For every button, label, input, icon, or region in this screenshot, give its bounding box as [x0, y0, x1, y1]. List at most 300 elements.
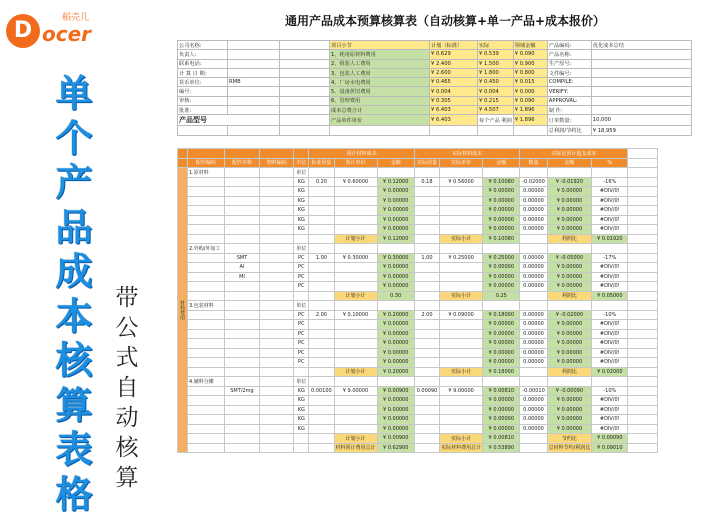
cell[interactable]: [309, 244, 334, 254]
cell[interactable]: ¥ 0.00000: [483, 282, 520, 292]
cell[interactable]: [628, 348, 658, 358]
cell[interactable]: [414, 206, 439, 216]
cell[interactable]: [334, 301, 377, 311]
cell[interactable]: KG: [294, 424, 309, 434]
cell[interactable]: [188, 149, 225, 159]
cell[interactable]: [188, 348, 225, 358]
cell[interactable]: KG: [294, 225, 309, 235]
cell[interactable]: ¥ 0.00000: [377, 187, 414, 197]
cell[interactable]: [188, 424, 225, 434]
cell[interactable]: [224, 215, 259, 225]
cell[interactable]: [513, 126, 547, 135]
cell[interactable]: ¥ 2.400: [430, 59, 478, 68]
cell[interactable]: 利润比: [547, 234, 592, 244]
cell[interactable]: ¥ 0.00000: [547, 282, 592, 292]
cell[interactable]: VERIFY:: [547, 87, 591, 96]
cell[interactable]: 2.外购/外加工: [188, 244, 225, 254]
cell[interactable]: ¥ 0.30000: [334, 253, 377, 263]
cell[interactable]: #DIV/0!: [592, 415, 628, 425]
cell[interactable]: ¥ 0.25000: [440, 253, 483, 263]
cell[interactable]: 计划小计: [334, 234, 377, 244]
cell[interactable]: ¥ 0.629: [430, 50, 478, 59]
cell[interactable]: [414, 301, 439, 311]
cell[interactable]: ¥ 0.004: [430, 87, 478, 96]
cell[interactable]: [628, 196, 658, 206]
cell[interactable]: [483, 244, 520, 254]
cell[interactable]: [414, 377, 439, 387]
cell[interactable]: 配件编码: [188, 158, 225, 168]
cell[interactable]: [309, 301, 334, 311]
cell[interactable]: 负责人:: [178, 50, 228, 59]
cell[interactable]: 产品型号: [178, 115, 280, 126]
cell[interactable]: [260, 291, 294, 301]
cell[interactable]: [309, 443, 334, 453]
cell[interactable]: ¥ 0.00000: [547, 358, 592, 368]
cell[interactable]: [280, 68, 330, 77]
cell[interactable]: [440, 282, 483, 292]
cell[interactable]: #DIV/0!: [592, 348, 628, 358]
cell[interactable]: [414, 196, 439, 206]
cell[interactable]: 标准用量: [309, 158, 334, 168]
cell[interactable]: [547, 168, 592, 178]
cell[interactable]: [334, 244, 377, 254]
cell[interactable]: [591, 96, 691, 105]
cell[interactable]: [440, 405, 483, 415]
cell[interactable]: [260, 367, 294, 377]
cell[interactable]: 1.00: [414, 253, 439, 263]
cell[interactable]: ¥ 0.450: [478, 78, 514, 87]
cell[interactable]: [377, 244, 414, 254]
cell[interactable]: [224, 291, 259, 301]
cell[interactable]: [414, 348, 439, 358]
cell[interactable]: [188, 282, 225, 292]
cell[interactable]: [309, 196, 334, 206]
cell[interactable]: [224, 234, 259, 244]
cell[interactable]: [440, 424, 483, 434]
cell[interactable]: 实际小计: [440, 367, 483, 377]
cell[interactable]: [334, 187, 377, 197]
cell[interactable]: [260, 253, 294, 263]
cell[interactable]: [334, 206, 377, 216]
cell[interactable]: [309, 291, 334, 301]
cell[interactable]: 0.00000: [520, 396, 547, 406]
cell[interactable]: [414, 187, 439, 197]
cell[interactable]: [224, 405, 259, 415]
cell[interactable]: [628, 168, 658, 178]
cell[interactable]: [591, 78, 691, 87]
cell[interactable]: [414, 244, 439, 254]
cell[interactable]: [178, 126, 228, 135]
cell[interactable]: 4、厂房水电费用: [330, 78, 430, 87]
cell[interactable]: [628, 187, 658, 197]
cell[interactable]: [520, 377, 547, 387]
cell[interactable]: -0.00010: [520, 386, 547, 396]
cell[interactable]: [628, 234, 658, 244]
cell[interactable]: [440, 348, 483, 358]
cell[interactable]: 0.20: [309, 177, 334, 187]
cell[interactable]: ¥ 0.02000: [592, 367, 628, 377]
cell[interactable]: [628, 291, 658, 301]
cell[interactable]: [294, 367, 309, 377]
cell[interactable]: [309, 405, 334, 415]
cell[interactable]: 公司名称:: [178, 41, 228, 50]
cell[interactable]: [224, 329, 259, 339]
cell[interactable]: [628, 320, 658, 330]
cell[interactable]: SMT: [224, 253, 259, 263]
cell[interactable]: [628, 272, 658, 282]
cell[interactable]: [228, 106, 280, 115]
cell[interactable]: [628, 434, 658, 444]
cell[interactable]: PC: [294, 320, 309, 330]
cell[interactable]: #DIV/0!: [592, 215, 628, 225]
cell[interactable]: [440, 358, 483, 368]
cell[interactable]: [628, 443, 658, 453]
cell[interactable]: [414, 358, 439, 368]
cell[interactable]: 0.00000: [520, 310, 547, 320]
cell[interactable]: [334, 263, 377, 273]
cell[interactable]: KG: [294, 405, 309, 415]
cell[interactable]: ¥ 0.20000: [377, 367, 414, 377]
cell[interactable]: ¥ 0.00000: [483, 424, 520, 434]
cell[interactable]: 实际小计: [440, 434, 483, 444]
cell[interactable]: [260, 396, 294, 406]
cell[interactable]: 利润比: [547, 291, 592, 301]
cell[interactable]: 0.00100: [309, 386, 334, 396]
cell[interactable]: #DIV/0!: [592, 282, 628, 292]
cell[interactable]: 单位: [294, 244, 309, 254]
cell[interactable]: 计划小计: [334, 291, 377, 301]
cell[interactable]: 单位: [294, 158, 309, 168]
cell[interactable]: #DIV/0!: [592, 187, 628, 197]
cell[interactable]: [260, 244, 294, 254]
cell[interactable]: ¥ 9.00000: [440, 386, 483, 396]
cell[interactable]: 实际材料费用总计: [440, 443, 483, 453]
cell[interactable]: [224, 244, 259, 254]
cell[interactable]: [628, 206, 658, 216]
cell[interactable]: ¥ 0.090: [513, 96, 547, 105]
cell[interactable]: COMPILE:: [547, 78, 591, 87]
cell[interactable]: PC: [294, 329, 309, 339]
cell[interactable]: [260, 434, 294, 444]
cell[interactable]: [260, 187, 294, 197]
cell[interactable]: [294, 149, 309, 159]
cell[interactable]: [414, 234, 439, 244]
cell[interactable]: [520, 434, 547, 444]
cell[interactable]: 预计单价: [334, 158, 377, 168]
cell[interactable]: [260, 282, 294, 292]
cell[interactable]: [260, 149, 294, 159]
cell[interactable]: 文件编号:: [547, 68, 591, 77]
cell[interactable]: [334, 215, 377, 225]
cell[interactable]: ¥ 0.00000: [377, 215, 414, 225]
cell[interactable]: 材料预计费用总计: [334, 443, 377, 453]
cell[interactable]: ¥ 0.30000: [377, 253, 414, 263]
cell[interactable]: [260, 329, 294, 339]
cell[interactable]: 批准:: [178, 106, 228, 115]
cell[interactable]: [440, 272, 483, 282]
cell[interactable]: 产品编码:: [547, 41, 591, 50]
cell[interactable]: [309, 377, 334, 387]
cell[interactable]: [228, 126, 280, 135]
cell[interactable]: 金额: [547, 158, 592, 168]
cell[interactable]: ¥ 0.05000: [592, 291, 628, 301]
cell[interactable]: ¥ 0.00000: [483, 225, 520, 235]
cell[interactable]: [334, 272, 377, 282]
cell[interactable]: [334, 196, 377, 206]
cell[interactable]: ¥ -0.05000: [547, 253, 592, 263]
cell[interactable]: [628, 339, 658, 349]
cell[interactable]: PC: [294, 272, 309, 282]
cell[interactable]: ¥ 0.00000: [377, 225, 414, 235]
cell[interactable]: [628, 158, 658, 168]
cell[interactable]: [228, 59, 280, 68]
cell[interactable]: 配件名称: [224, 158, 259, 168]
cell[interactable]: 0.00000: [520, 415, 547, 425]
cell[interactable]: ¥ 0.465: [430, 78, 478, 87]
cell[interactable]: ¥ 0.01920: [592, 234, 628, 244]
cell[interactable]: 0.00000: [520, 348, 547, 358]
cell[interactable]: [592, 244, 628, 254]
cell[interactable]: [334, 377, 377, 387]
cell[interactable]: 3、包装人工费用: [330, 68, 430, 77]
cell[interactable]: ¥ 0.00000: [377, 263, 414, 273]
cell[interactable]: ¥ 0.00000: [547, 339, 592, 349]
cell[interactable]: ¥ 0.00000: [483, 358, 520, 368]
cell[interactable]: #DIV/0!: [592, 225, 628, 235]
cell[interactable]: [309, 358, 334, 368]
cell[interactable]: PC: [294, 310, 309, 320]
cell[interactable]: ¥ 0.004: [478, 87, 514, 96]
cell[interactable]: [224, 434, 259, 444]
cell[interactable]: [309, 215, 334, 225]
cell[interactable]: 利润比: [547, 367, 592, 377]
cell[interactable]: ¥ -0.02000: [547, 310, 592, 320]
cell[interactable]: [224, 415, 259, 425]
cell[interactable]: [309, 225, 334, 235]
cell[interactable]: [591, 106, 691, 115]
cell[interactable]: KG: [294, 215, 309, 225]
cell[interactable]: [334, 339, 377, 349]
cell[interactable]: ¥ 0.20000: [377, 310, 414, 320]
cell[interactable]: [260, 320, 294, 330]
cell[interactable]: [334, 348, 377, 358]
cell[interactable]: [309, 339, 334, 349]
cell[interactable]: ¥ 0.00000: [547, 405, 592, 415]
cell[interactable]: [591, 87, 691, 96]
cell[interactable]: 实际: [478, 41, 514, 50]
cell[interactable]: #DIV/0!: [592, 329, 628, 339]
cell[interactable]: [224, 348, 259, 358]
cell[interactable]: 1.00: [309, 253, 334, 263]
cell[interactable]: [440, 206, 483, 216]
cell[interactable]: 节约比: [547, 434, 592, 444]
cell[interactable]: 0.00000: [520, 187, 547, 197]
cell[interactable]: [224, 282, 259, 292]
cell[interactable]: [260, 234, 294, 244]
cell[interactable]: ¥ 1.896: [513, 106, 547, 115]
cell[interactable]: [377, 168, 414, 178]
cell[interactable]: [628, 282, 658, 292]
cell[interactable]: [188, 415, 225, 425]
cell[interactable]: [330, 126, 430, 135]
cell[interactable]: [414, 225, 439, 235]
cell[interactable]: [440, 196, 483, 206]
cell[interactable]: ¥ 0.900: [513, 59, 547, 68]
cell[interactable]: [260, 339, 294, 349]
cell[interactable]: [280, 106, 330, 115]
cell[interactable]: ¥ 0.015: [513, 78, 547, 87]
cell[interactable]: [260, 177, 294, 187]
cell[interactable]: [228, 96, 280, 105]
cell[interactable]: [591, 59, 691, 68]
cell[interactable]: MI: [224, 272, 259, 282]
cell[interactable]: [294, 443, 309, 453]
cell[interactable]: 2、组装人工费用: [330, 59, 430, 68]
cell[interactable]: ¥ 0.00000: [377, 405, 414, 415]
cell[interactable]: [224, 168, 259, 178]
cell[interactable]: 计划（标准）: [430, 41, 478, 50]
cell[interactable]: [591, 68, 691, 77]
cell[interactable]: 金额: [377, 158, 414, 168]
cell[interactable]: [483, 377, 520, 387]
cell[interactable]: [414, 434, 439, 444]
cell[interactable]: 订单数量:: [547, 115, 591, 126]
cell[interactable]: 计划小计: [334, 434, 377, 444]
cell[interactable]: 0.00000: [520, 196, 547, 206]
cell[interactable]: 4.辅料分摊: [188, 377, 225, 387]
cell[interactable]: ¥ 0.25000: [483, 253, 520, 263]
cell[interactable]: [188, 215, 225, 225]
cell[interactable]: [414, 405, 439, 415]
cell[interactable]: [224, 367, 259, 377]
cell[interactable]: 金额: [483, 158, 520, 168]
cell[interactable]: [520, 234, 547, 244]
cell[interactable]: 3.包装材料: [188, 301, 225, 311]
cell[interactable]: ¥ 0.62900: [377, 443, 414, 453]
cell[interactable]: [309, 329, 334, 339]
cell[interactable]: [224, 206, 259, 216]
cell[interactable]: [309, 396, 334, 406]
cell[interactable]: [520, 244, 547, 254]
cell[interactable]: [188, 367, 225, 377]
cell[interactable]: ¥ 1.800: [478, 68, 514, 77]
cell[interactable]: [224, 396, 259, 406]
cell[interactable]: KG: [294, 196, 309, 206]
cell[interactable]: [334, 282, 377, 292]
cell[interactable]: 1.原材料: [188, 168, 225, 178]
cell[interactable]: 0.00000: [520, 282, 547, 292]
cell[interactable]: 0.00000: [520, 215, 547, 225]
cell[interactable]: KG: [294, 177, 309, 187]
cell[interactable]: KG: [294, 187, 309, 197]
cell[interactable]: [334, 329, 377, 339]
cell[interactable]: ¥ 0.00000: [547, 196, 592, 206]
cell[interactable]: ¥ 0.00000: [547, 225, 592, 235]
cell[interactable]: 产品名称:: [547, 50, 591, 59]
cell[interactable]: [628, 329, 658, 339]
cell[interactable]: [440, 396, 483, 406]
cell[interactable]: [224, 339, 259, 349]
cell[interactable]: 计 算 日 期：: [178, 68, 228, 77]
cell[interactable]: [377, 377, 414, 387]
cell[interactable]: 实际小计: [440, 291, 483, 301]
cell[interactable]: [440, 215, 483, 225]
cell[interactable]: #DIV/0!: [592, 358, 628, 368]
cell[interactable]: [414, 424, 439, 434]
cell[interactable]: ¥ 6.403: [430, 106, 478, 115]
cell[interactable]: [188, 253, 225, 263]
cell[interactable]: [414, 396, 439, 406]
cell[interactable]: [309, 282, 334, 292]
cell[interactable]: [628, 358, 658, 368]
cell[interactable]: [414, 215, 439, 225]
cell[interactable]: ¥ 0.00000: [483, 339, 520, 349]
cell[interactable]: [520, 168, 547, 178]
cell[interactable]: [260, 443, 294, 453]
cell[interactable]: [188, 329, 225, 339]
cell[interactable]: 0.25: [483, 291, 520, 301]
cell[interactable]: RMB: [228, 78, 280, 87]
cell[interactable]: 预计材料成本: [309, 149, 415, 159]
cell[interactable]: 项目小节: [330, 41, 430, 50]
cell[interactable]: ¥ 0.090: [513, 50, 547, 59]
cell[interactable]: 0.00000: [520, 253, 547, 263]
cell[interactable]: [591, 50, 691, 59]
cell[interactable]: [309, 234, 334, 244]
cell[interactable]: #DIV/0!: [592, 320, 628, 330]
cell[interactable]: [334, 396, 377, 406]
cell[interactable]: [280, 96, 330, 105]
cell[interactable]: [547, 377, 592, 387]
cell[interactable]: #DIV/0!: [592, 424, 628, 434]
cell[interactable]: ¥ 0.00000: [483, 187, 520, 197]
cell[interactable]: 6、管理费用: [330, 96, 430, 105]
cell[interactable]: ¥ 0.00000: [547, 206, 592, 216]
cell[interactable]: [188, 339, 225, 349]
cell[interactable]: ¥ 0.00900: [377, 386, 414, 396]
cell[interactable]: [224, 149, 259, 159]
cell[interactable]: ¥ 4.507: [478, 106, 514, 115]
cell[interactable]: [280, 87, 330, 96]
cell[interactable]: [228, 68, 280, 77]
cell[interactable]: ¥ 0.00000: [547, 415, 592, 425]
cell[interactable]: 单位: [294, 301, 309, 311]
cell[interactable]: [628, 377, 658, 387]
cell[interactable]: 0.00000: [520, 424, 547, 434]
cell[interactable]: ¥ 0.215: [478, 96, 514, 105]
cell[interactable]: #DIV/0!: [592, 339, 628, 349]
cell[interactable]: ¥ 6.403: [430, 115, 478, 126]
cell[interactable]: ¥ 0.00000: [483, 272, 520, 282]
cell[interactable]: ¥ 0.00000: [483, 206, 520, 216]
cell[interactable]: 2.00: [414, 310, 439, 320]
cell[interactable]: ¥ 0.00090: [592, 434, 628, 444]
cell[interactable]: [309, 320, 334, 330]
cell[interactable]: ¥ 0.00000: [377, 320, 414, 330]
cell[interactable]: %: [592, 158, 628, 168]
cell[interactable]: ¥ 0.00000: [377, 206, 414, 216]
cell[interactable]: 0.00090: [414, 386, 439, 396]
cell[interactable]: ¥ 0.00000: [377, 358, 414, 368]
cell[interactable]: [260, 377, 294, 387]
cell[interactable]: [280, 50, 330, 59]
cell[interactable]: PC: [294, 263, 309, 273]
cell[interactable]: [188, 263, 225, 273]
cell[interactable]: [414, 168, 439, 178]
cell[interactable]: 总材料节约/利润比: [547, 443, 592, 453]
cell[interactable]: [628, 177, 658, 187]
cell[interactable]: [228, 41, 280, 50]
